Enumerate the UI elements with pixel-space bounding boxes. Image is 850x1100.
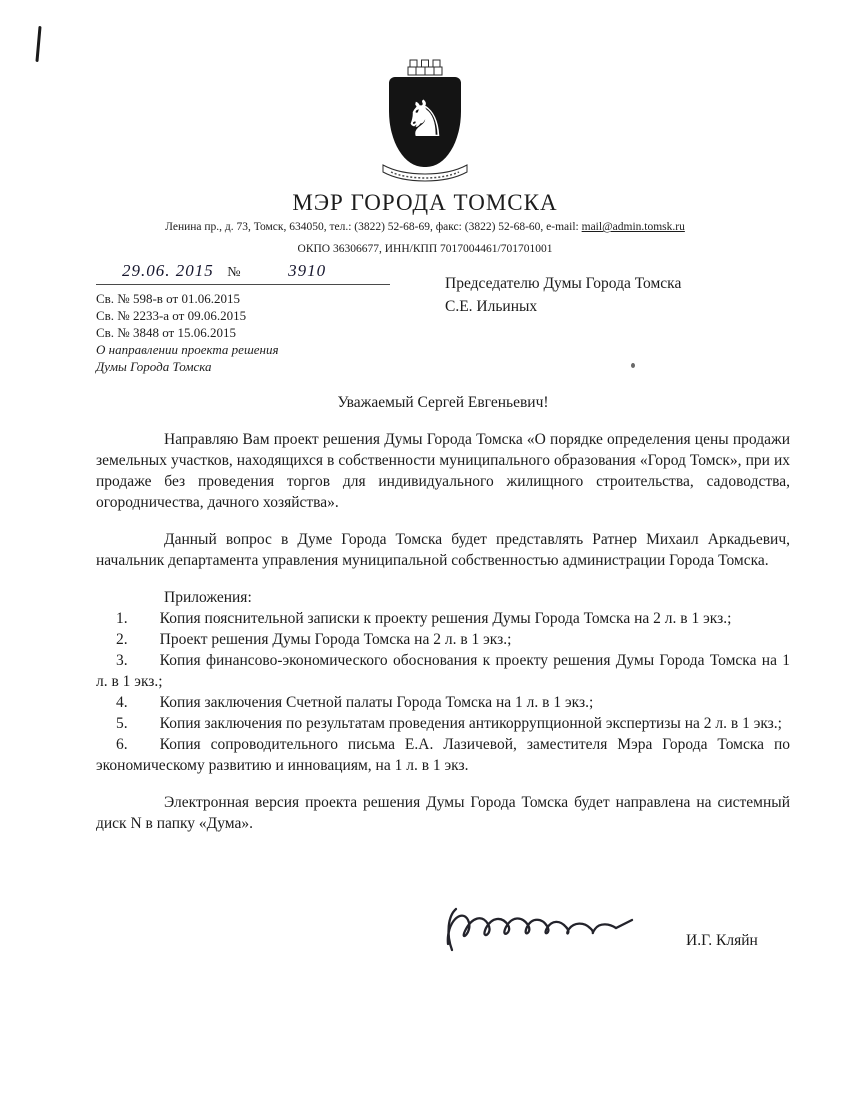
attachment-number: 6. bbox=[116, 736, 128, 753]
date-number-row bbox=[96, 262, 390, 285]
scan-pen-mark bbox=[35, 26, 41, 62]
paragraph-2: Данный вопрос в Думе Города Томска будет представлять Ратнер Михаил Аркадьевич, начальник департамента управления муниципальной собственностью администрации Города Томска. bbox=[96, 531, 790, 569]
attachment-item bbox=[96, 734, 790, 776]
attachment-number: 5. bbox=[116, 715, 128, 732]
attachment-item bbox=[96, 713, 790, 734]
handwritten-number: 3910 bbox=[288, 261, 327, 280]
ribbon-icon bbox=[377, 162, 473, 184]
reference-line: Св. № 3848 от 15.06.2015 bbox=[96, 325, 236, 340]
letter-body bbox=[96, 392, 790, 834]
addressee-title: Председателю Думы Города Томска bbox=[445, 275, 682, 292]
attachment-text: Копия финансово-экономического обоснования к проекту решения Думы Города Томска на 1 л. в 1 экз.; bbox=[96, 652, 790, 690]
attachments-title: Приложения: bbox=[164, 589, 252, 606]
reference-line: Св. № 2233-а от 09.06.2015 bbox=[96, 308, 247, 323]
attachment-item bbox=[96, 629, 790, 650]
addressee-name: С.Е. Ильиных bbox=[445, 298, 538, 315]
address-text: Ленина пр., д. 73, Томск, 634050, тел.: (3822) 52-68-69, факс: (3822) 52-68-60, e-mail: bbox=[165, 221, 582, 233]
email-link: mail@admin.tomsk.ru bbox=[581, 221, 685, 233]
signature-row bbox=[440, 902, 758, 960]
crown-icon bbox=[402, 58, 448, 76]
attachment-number: 2. bbox=[116, 631, 128, 648]
salutation: Уважаемый Сергей Евгеньевич! bbox=[337, 394, 549, 411]
attachment-item bbox=[96, 650, 790, 692]
coat-of-arms bbox=[0, 58, 850, 184]
addressee-block bbox=[445, 272, 681, 318]
shield-icon bbox=[389, 77, 461, 167]
attachment-item bbox=[96, 692, 790, 713]
attachment-item bbox=[96, 608, 790, 629]
registration-line: ОКПО 36306677, ИНН/КПП 7017004461/701701001 bbox=[297, 243, 553, 255]
attachment-number: 4. bbox=[116, 694, 128, 711]
attachment-number: 3. bbox=[116, 652, 128, 669]
attachment-text: Копия заключения Счетной палаты Города Томска на 1 л. в 1 экз.; bbox=[159, 694, 594, 711]
attachment-number: 1. bbox=[116, 610, 128, 627]
signature-image bbox=[440, 902, 650, 960]
paragraph-1: Направляю Вам проект решения Думы Города Томска «О порядке определения цены продажи земельных участков, находящихся в собственности муниципального образования «Город Томск», при их продаже без проведения торгов для индивидуального жилищного строительства, садоводства, огородничества, дачного хозяйства». bbox=[96, 431, 790, 511]
scan-speck bbox=[631, 363, 635, 368]
reference-line: Св. № 598-в от 01.06.2015 bbox=[96, 291, 240, 306]
number-sign: № bbox=[227, 265, 241, 280]
horse-icon: ♞ bbox=[402, 90, 448, 148]
address-line bbox=[0, 221, 850, 233]
attachment-text: Проект решения Думы Города Томска на 2 л. в 1 экз.; bbox=[159, 631, 512, 648]
subject-line: О направлении проекта решения bbox=[96, 342, 279, 357]
attachment-text: Копия сопроводительного письма Е.А. Лазичевой, заместителя Мэра Города Томска по экономическому развитию и инновациям, на 1 л. в 1 экз. bbox=[96, 736, 790, 774]
signatory-name: И.Г. Кляйн bbox=[686, 932, 758, 949]
attachment-text: Копия заключения по результатам проведения антикоррупционной экспертизы на 2 л. в 1 экз.; bbox=[159, 715, 782, 732]
attachment-text: Копия пояснительной записки к проекту решения Думы Города Томска на 2 л. в 1 экз.; bbox=[159, 610, 732, 627]
handwritten-date: 29.06. 2015 bbox=[122, 261, 214, 280]
subject-line: Думы Города Томска bbox=[96, 359, 212, 374]
closing-paragraph: Электронная версия проекта решения Думы Города Томска будет направлена на системный диск N в папку «Дума». bbox=[96, 794, 790, 832]
reference-block bbox=[96, 262, 406, 375]
org-name: МЭР ГОРОДА ТОМСКА bbox=[292, 190, 558, 215]
